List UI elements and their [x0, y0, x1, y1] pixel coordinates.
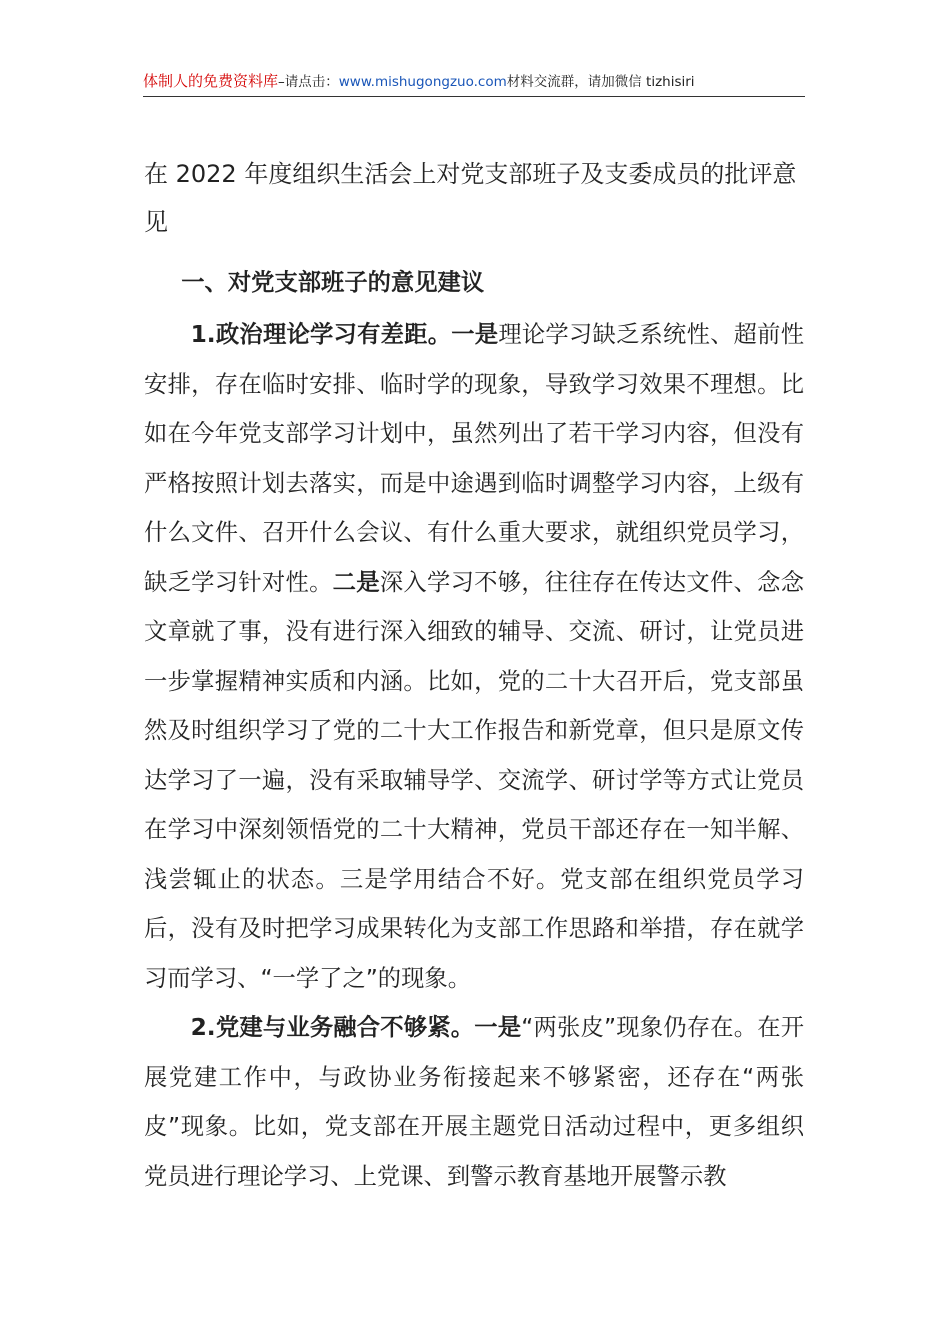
paragraph-2-lead: 2.党建与业务融合不够紧。 [190, 1014, 475, 1041]
paragraph-2-keyword-1: 一是 [474, 1014, 522, 1041]
paragraph-2-text-1: “两张皮”现象仍存在。在开展党建工作中，与政协业务衔接起来不够紧密，还存在“两张皮”现象。比如，党支部在开展主题党日活动过程中，更多组织党员进行理论学习、上党课、到警示教育基地开展警示教 [144, 1014, 804, 1190]
site-name: 体制人的免费资料库 [143, 72, 279, 90]
paragraph-1-text-2: 深入学习不够，往往存在传达文件、念念文章就了事，没有进行深入细致的辅导、交流、研讨，让党员进一步掌握精神实质和内涵。比如，党的二十大召开后，党支部虽然及时组织学习了党的二十大工作报告和新党章，但只是原文传达学习了一遍，没有采取辅导学、交流学、研讨学等方式让党员在学习中深刻领悟党的二十大精神，党员干部还存在一知半解、浅尝辄止的状态。三是学用结合不好。党支部在组织党员学习后，没有及时把学习成果转化为支部工作思路和举措，存在就学习而学习、“一学了之”的现象。 [144, 568, 805, 992]
paragraph-1 [144, 310, 804, 1003]
click-prompt: –请点击： [278, 74, 339, 90]
document-title: 在 2022 年度组织生活会上对党支部班子及支委成员的批评意见 [144, 160, 797, 236]
paragraph-1-keyword-1: 一是 [451, 321, 499, 348]
paragraph-2 [144, 1003, 804, 1201]
site-header [143, 70, 805, 97]
paragraph-1-keyword-2: 二是 [332, 568, 380, 596]
header-tail: 材料交流群，请加微信 tizhisiri [506, 74, 695, 90]
document-body [144, 258, 804, 1201]
section-heading: 一、对党支部班子的意见建议 [181, 269, 485, 296]
paragraph-1-lead: 1.政治理论学习有差距。 [190, 321, 452, 348]
paragraph-1-text-1: 理论学习缺乏系统性、超前性安排，存在临时安排、临时学的现象，导致学习效果不理想。比如在今年党支部学习计划中，虽然列出了若干学习内容，但没有严格按照计划去落实，而是中途遇到临时调整学习内容，上级有什么文件、召开什么会议、有什么重大要求，就组织党员学习，缺乏学习针对性。 [144, 321, 805, 596]
site-link[interactable]: www.mishugongzuo.com [338, 74, 507, 90]
